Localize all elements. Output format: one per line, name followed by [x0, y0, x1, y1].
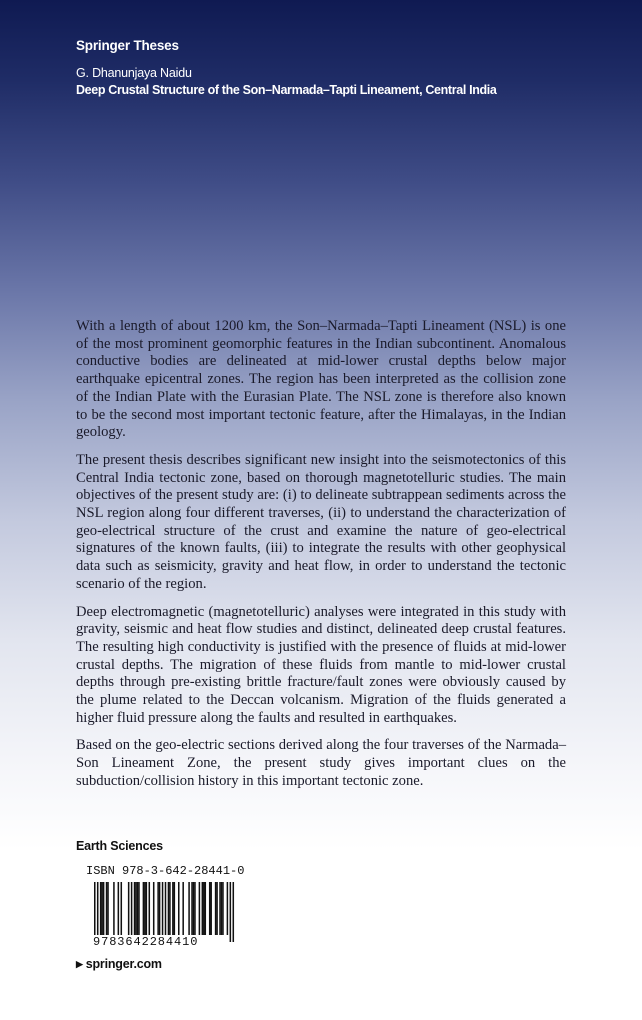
blurb-paragraph-4: Based on the geo-electric sections derived along the four traverses of the Narmada–Son Lineament Zone, the present study gives important clues on the subduction/collision history in this important tectonic zone.	[76, 737, 566, 789]
barcode-bar	[144, 882, 146, 935]
barcode-bar	[205, 882, 207, 935]
barcode-bar	[131, 882, 133, 935]
barcode-bar	[172, 882, 174, 935]
barcode-bar	[202, 882, 204, 935]
barcode-bar	[222, 882, 224, 935]
barcode-bar	[153, 882, 155, 935]
barcode-bar	[100, 882, 102, 935]
barcode-bar	[143, 882, 145, 935]
blurb-paragraph-1: With a length of about 1200 km, the Son–Narmada–Tapti Lineament (NSL) is one of the most prominent geomorphic features in the Indian subcontinent. Anomalous conductive bodies are delineated at mid-lower crustal depths below major earthquake epicentral zones. The region has been interpreted as the collision zone of the Indian Plate with the Eurasian Plate. The NSL zone is therefore also known to be the second most important tectonic feature, after the Himalayas, in the Indian geology.	[76, 318, 566, 441]
barcode-bar	[159, 882, 161, 935]
barcode-bar	[157, 882, 159, 935]
barcode-bar	[138, 882, 140, 935]
barcode-bar	[168, 882, 170, 935]
author-name: G. Dhanunjaya Naidu	[76, 66, 192, 80]
barcode-bar	[169, 882, 171, 935]
book-title: Deep Crustal Structure of the Son–Narmada–Tapti Lineament, Central India	[76, 83, 497, 97]
series-name: Springer Theses	[76, 38, 179, 53]
barcode-bar	[137, 882, 139, 935]
barcode-bar	[146, 882, 148, 935]
barcode-bar	[194, 882, 196, 935]
barcode-bar	[97, 882, 99, 942]
barcode-bar	[128, 882, 130, 935]
blurb	[76, 318, 566, 801]
barcode-bar	[219, 882, 221, 935]
barcode-bar	[209, 882, 211, 935]
barcode-bar	[135, 882, 137, 935]
barcode-number: 9783642284410	[93, 935, 229, 949]
blurb-paragraph-3: Deep electromagnetic (magnetotelluric) analyses were integrated in this study with gravity, seismic and heat flow studies and distinct, delineated deep crustal features. The resulting high conductivity is justified with the presence of fluids at mid-lower crustal depths. The migration of these fluids from mantle to mid-lower crustal depths through pre-existing brittle fracture/fault zones were obviously caused by the plume related to the Deccan volcanism. Migration of the fluids generated a higher fluid pressure along the faults and resulted in earthquakes.	[76, 603, 566, 726]
barcode-bar	[182, 882, 184, 935]
barcode-bar	[118, 882, 120, 935]
isbn-text: ISBN 978-3-642-28441-0	[86, 864, 245, 878]
barcode-bar	[227, 882, 229, 935]
barcode-bar	[203, 882, 205, 935]
barcode-bar	[216, 882, 218, 935]
publisher-link-text: springer.com	[85, 957, 162, 971]
barcode-bar	[191, 882, 193, 935]
barcode-bar	[103, 882, 105, 935]
barcode-bar	[94, 882, 96, 942]
subject-category: Earth Sciences	[76, 839, 163, 853]
publisher-link[interactable]	[76, 957, 162, 971]
barcode-bar	[193, 882, 195, 935]
barcode-bar	[215, 882, 217, 935]
barcode-bar	[230, 882, 232, 942]
barcode-bar	[149, 882, 151, 935]
barcode-bar	[199, 882, 201, 935]
barcode-bar	[107, 882, 109, 935]
barcode-bar	[178, 882, 180, 935]
barcode-bar	[121, 882, 123, 935]
barcode-bar	[233, 882, 235, 942]
barcode-bar	[113, 882, 115, 935]
barcode-bar	[106, 882, 108, 935]
barcode-bar	[101, 882, 103, 935]
barcode-bar	[174, 882, 176, 935]
barcode-bar	[165, 882, 167, 942]
barcode-bar	[188, 882, 190, 935]
barcode-bar	[162, 882, 164, 942]
barcode-bar	[134, 882, 136, 935]
arrow-right-icon: ▶	[76, 959, 83, 969]
barcode-bar	[221, 882, 223, 935]
blurb-paragraph-2: The present thesis describes significant new insight into the seismotectonics of this Central India tectonic zone, based on thorough magnetotelluric studies. The main objectives of the present study are: (i) to delineate subtrappean sediments across the NSL region along four different traverses, (ii) to understand the characterization of geo-electrical structure of the crust and examine the nature of geo-electrical signatures of the known faults, (iii) to integrate the results with other geophysical data such as seismicity, gravity and heat flow, in order to understand the tectonic scenario of the region.	[76, 451, 566, 592]
barcode-bar	[210, 882, 212, 935]
